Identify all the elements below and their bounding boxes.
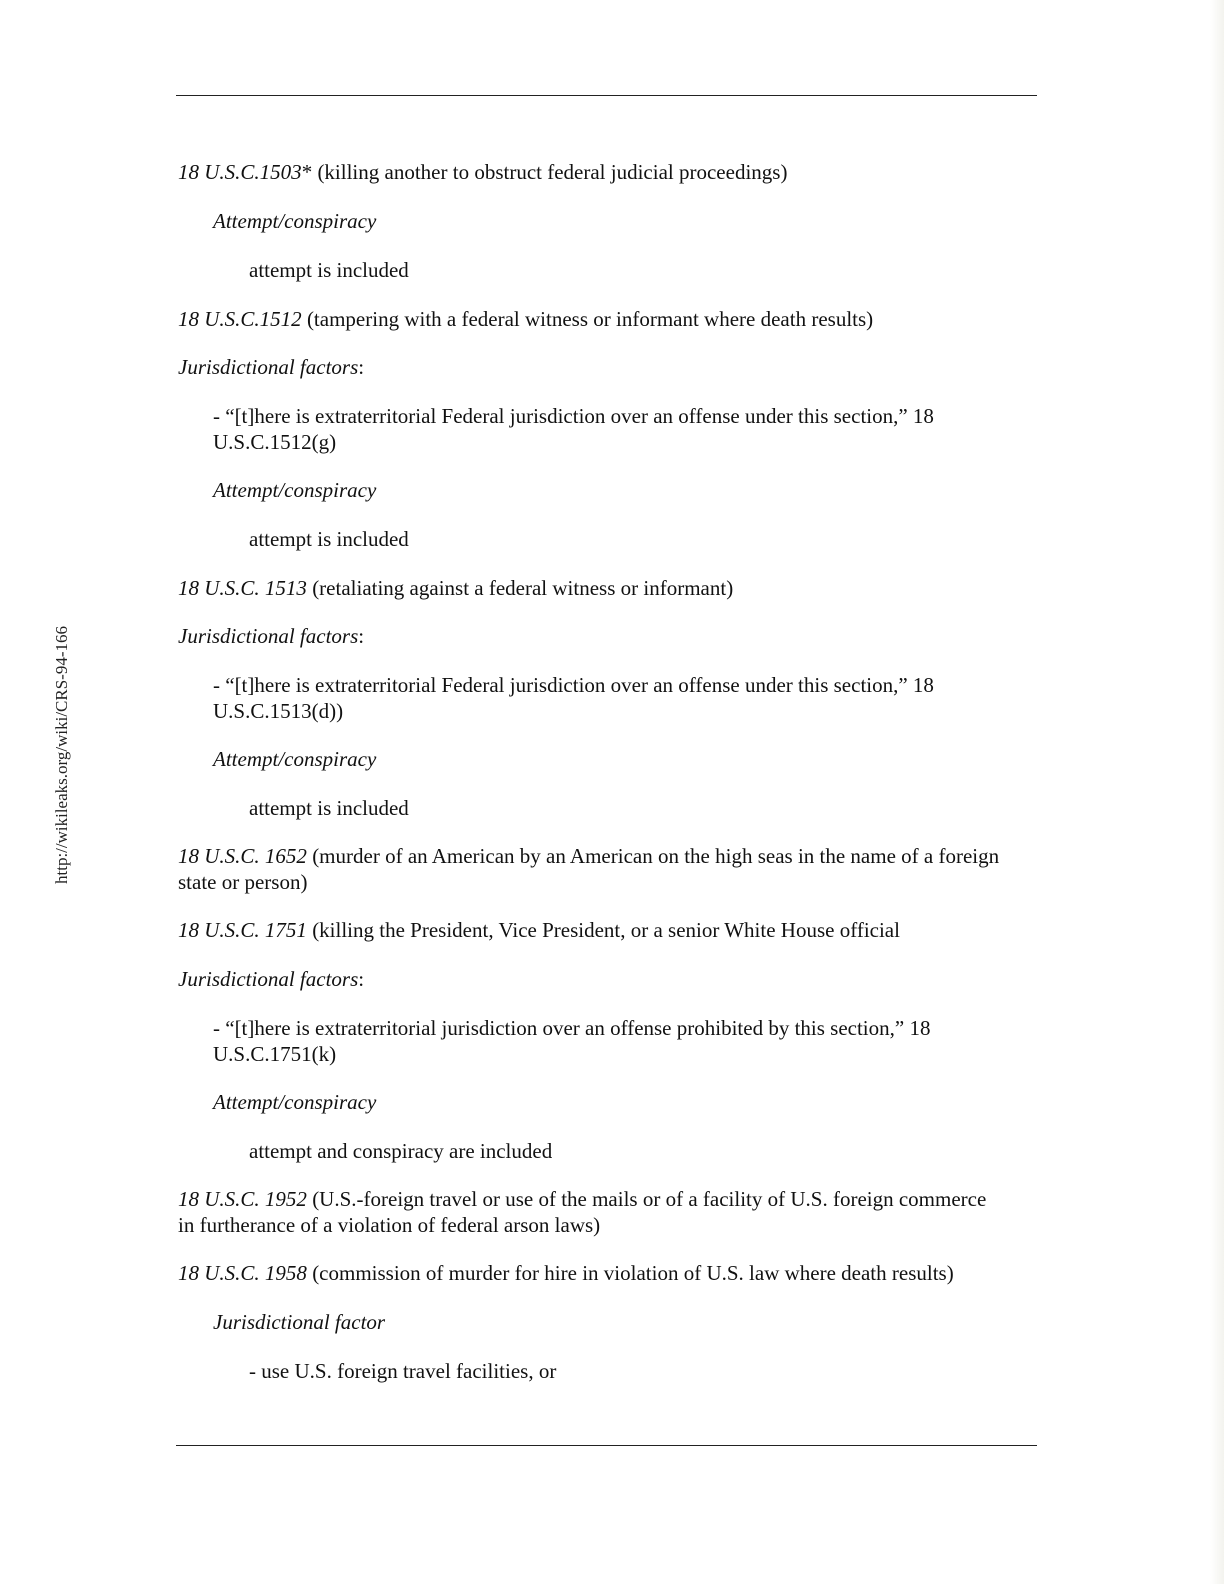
page-edge-shadow	[1210, 0, 1224, 1584]
citation: 18 U.S.C. 1513	[178, 576, 307, 600]
entry-description: (killing another to obstruct federal judicial proceedings)	[312, 160, 788, 184]
jurisdictional-factor-item-continued: U.S.C.1513(d))	[213, 699, 344, 723]
jurisdictional-factor-item: - “[t]here is extraterritorial Federal jurisdiction over an offense under this section,” 18	[213, 404, 934, 428]
citation: 18 U.S.C. 1952	[178, 1187, 307, 1211]
citation: 18 U.S.C. 1958	[178, 1261, 307, 1285]
sidebar-source-url: http://wikileaks.org/wiki/CRS-94-166	[52, 626, 71, 884]
entry-description: (commission of murder for hire in violation of U.S. law where death results)	[306, 1261, 954, 1285]
jurisdictional-factor-item-continued: U.S.C.1751(k)	[213, 1042, 337, 1066]
jurisdictional-factors-heading	[178, 966, 364, 992]
attempt-conspiracy-heading: Attempt/conspiracy	[213, 1090, 377, 1114]
attempt-conspiracy-heading: Attempt/conspiracy	[213, 209, 377, 233]
attempt-conspiracy-text: attempt and conspiracy are included	[249, 1139, 553, 1163]
attempt-conspiracy-text: attempt is included	[249, 527, 409, 551]
citation: 18 U.S.C. 1652	[178, 844, 307, 868]
attempt-conspiracy-text: attempt is included	[249, 258, 409, 282]
entry-1958-heading	[178, 1260, 954, 1286]
header-rule	[176, 95, 1037, 96]
jurisdictional-factor-heading: Jurisdictional factor	[213, 1310, 386, 1334]
entry-1652-heading	[178, 843, 999, 869]
attempt-conspiracy-heading: Attempt/conspiracy	[213, 747, 377, 771]
jurisdictional-factor-item: - “[t]here is extraterritorial jurisdiction over an offense prohibited by this section,” 18	[213, 1016, 931, 1040]
jurisdictional-label: Jurisdictional factors	[178, 355, 359, 379]
entry-1513-heading	[178, 575, 733, 601]
jurisdictional-factor-item: - use U.S. foreign travel facilities, or	[249, 1359, 557, 1383]
entry-description: (murder of an American by an American on the high seas in the name of a foreign	[306, 844, 1000, 868]
entry-description: (killing the President, Vice President, or a senior White House official	[306, 918, 900, 942]
jurisdictional-label: Jurisdictional factors	[178, 967, 359, 991]
entry-1952-heading	[178, 1186, 986, 1212]
entry-description: (retaliating against a federal witness or informant)	[306, 576, 734, 600]
attempt-conspiracy-heading: Attempt/conspiracy	[213, 478, 377, 502]
entry-1751-heading	[178, 917, 900, 943]
attempt-conspiracy-text: attempt is included	[249, 796, 409, 820]
citation: 18 U.S.C.1503	[178, 160, 302, 184]
entry-description-continued: in furtherance of a violation of federal arson laws)	[178, 1213, 601, 1237]
footer-rule	[176, 1445, 1037, 1446]
citation: 18 U.S.C. 1751	[178, 918, 307, 942]
entry-1512-heading	[178, 306, 873, 332]
entry-description: (tampering with a federal witness or informant where death results)	[301, 307, 874, 331]
citation-asterisk: *	[301, 160, 313, 184]
jurisdictional-factors-heading	[178, 354, 364, 380]
entry-description: (U.S.-foreign travel or use of the mails or of a facility of U.S. foreign commerce	[306, 1187, 987, 1211]
jurisdictional-factor-item: - “[t]here is extraterritorial Federal jurisdiction over an offense under this section,” 18	[213, 673, 934, 697]
label-colon: :	[358, 624, 365, 648]
label-colon: :	[358, 355, 365, 379]
entry-description-continued: state or person)	[178, 870, 308, 894]
label-colon: :	[358, 967, 365, 991]
citation: 18 U.S.C.1512	[178, 307, 302, 331]
entry-1503-heading	[178, 159, 787, 185]
jurisdictional-factor-item-continued: U.S.C.1512(g)	[213, 430, 337, 454]
jurisdictional-factors-heading	[178, 623, 364, 649]
jurisdictional-label: Jurisdictional factors	[178, 624, 359, 648]
